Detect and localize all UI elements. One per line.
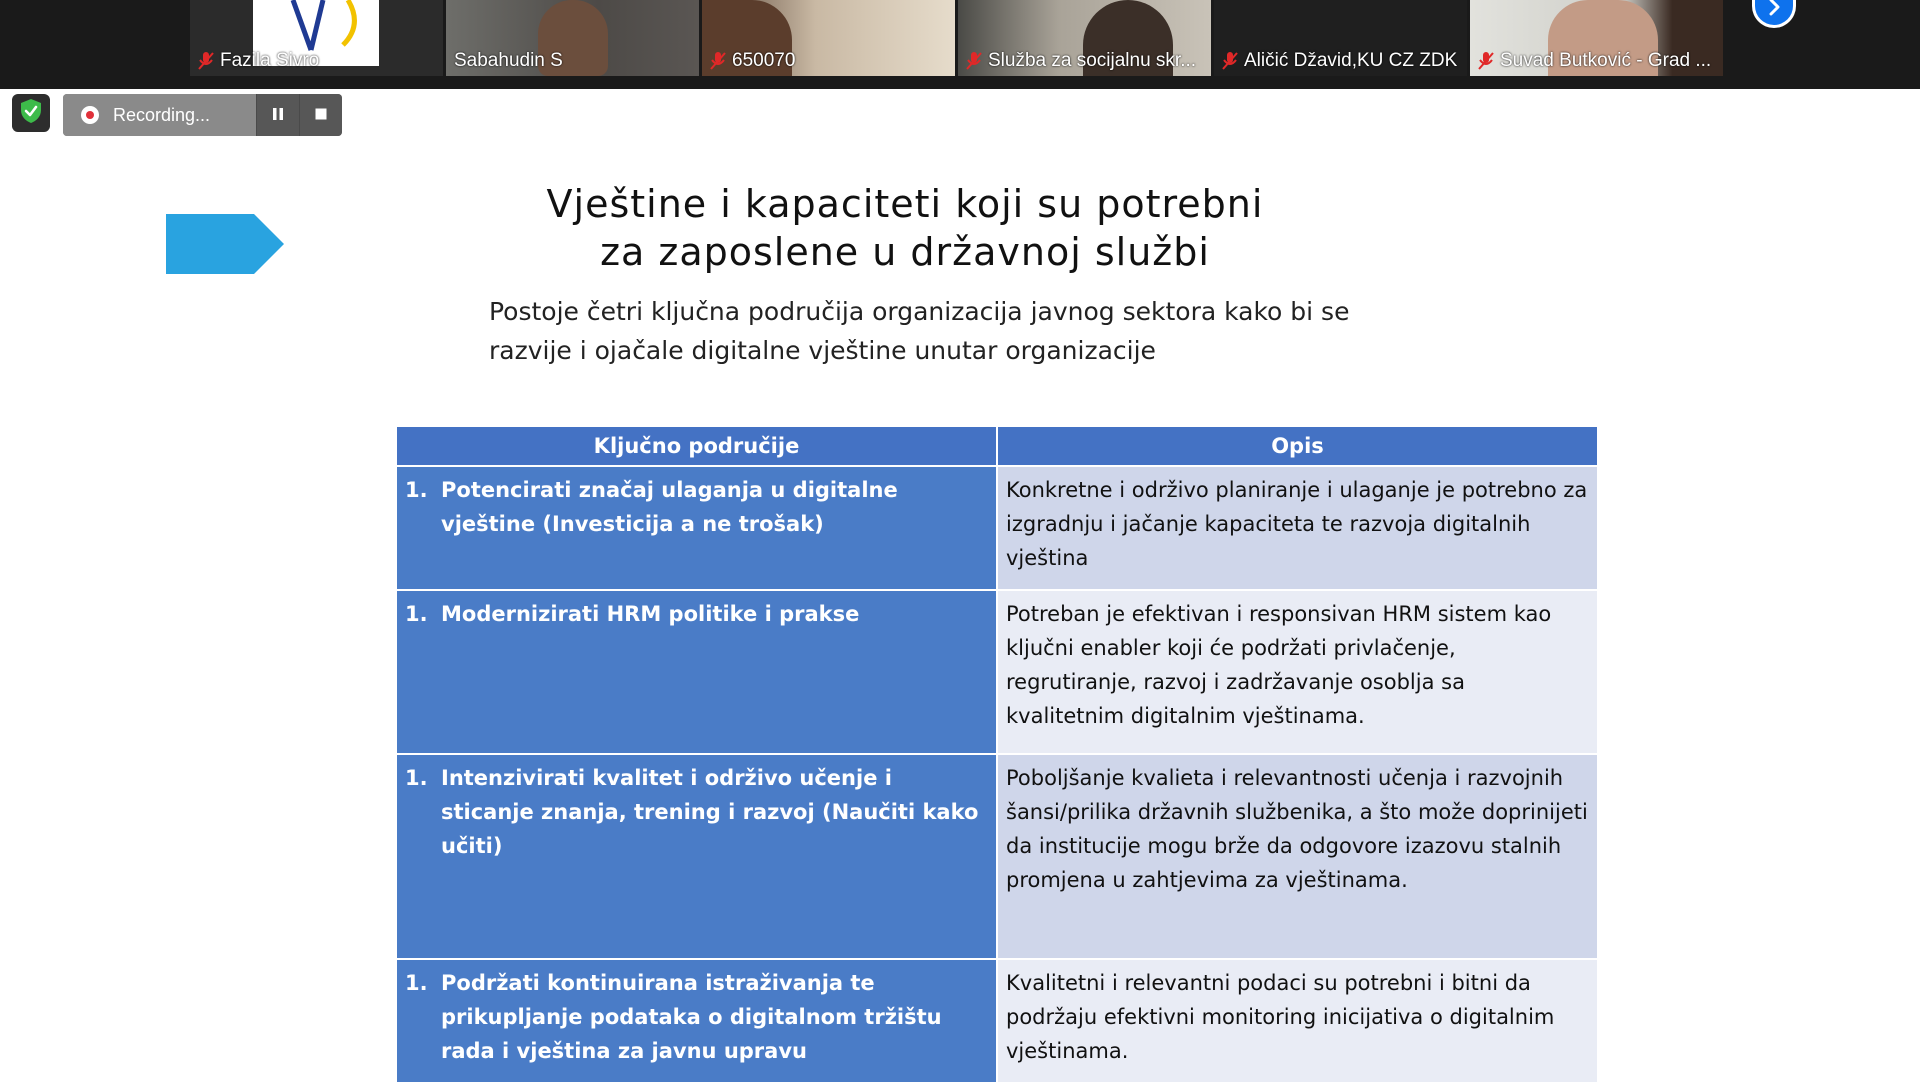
area-cell <box>396 590 997 754</box>
chevron-right-icon <box>1766 0 1782 20</box>
slide-title <box>420 180 1390 276</box>
table-header-row <box>396 426 1598 466</box>
recording-status <box>63 94 256 136</box>
area-number: 1. <box>405 766 428 790</box>
area-number: 1. <box>405 602 428 626</box>
column-header: Opis <box>997 426 1598 466</box>
security-button[interactable] <box>12 94 50 132</box>
area-cell <box>396 754 997 959</box>
participant-tile[interactable] <box>1214 0 1467 76</box>
area-text: Intenzivirati kvalitet i održivo učenje i sticanje znanja, trening i razvoj (Naučiti kako učiti) <box>441 766 979 858</box>
area-text: Potencirati značaj ulaganja u digitalne vještine (Investicija a ne trošak) <box>441 478 898 536</box>
table-row <box>396 590 1598 754</box>
participant-tile[interactable] <box>702 0 955 76</box>
area-number: 1. <box>405 478 428 502</box>
table-row <box>396 754 1598 959</box>
mic-off-icon <box>1478 51 1494 71</box>
area-text: Podržati kontinuirana istraživanja te prikupljanje podataka o digitalnom tržištu rada i vještina za javnu upravu <box>441 971 942 1063</box>
area-text: Modernizirati HRM politike i prakse <box>441 602 860 626</box>
mic-off-icon <box>1222 51 1238 71</box>
stop-recording-button[interactable] <box>299 94 342 136</box>
slide-subtitle-line: razvije i ojačale digitalne vještine unutar organizacije <box>489 336 1156 365</box>
description-cell: Poboljšanje kvalieta i relevantnosti učenja i razvojnih šansi/prilika državnih službenika, a što može doprinijeti da institucije mogu brže da odgovore izazovu stalnih promjena u zahtjevima za vještinama. <box>997 754 1598 959</box>
participant-name: Suvad Butković - Grad ... <box>1500 50 1712 71</box>
participant-tile[interactable] <box>446 0 699 76</box>
participant-name: Služba za socijalnu skr... <box>988 50 1197 71</box>
participant-tile[interactable] <box>190 0 443 76</box>
slide-title-line: za zaposlene u državnoj službi <box>600 230 1210 274</box>
mic-off-icon <box>198 51 214 71</box>
participant-strip <box>0 0 1920 89</box>
area-cell <box>396 959 997 1083</box>
participant-name: Sabahudin S <box>454 50 563 71</box>
participant-tile[interactable] <box>1470 0 1723 76</box>
next-participants-button[interactable] <box>1752 0 1796 28</box>
participant-name: Aličić Džavid,KU CZ ZDK <box>1244 50 1458 71</box>
arrow-shape <box>166 214 284 274</box>
area-number: 1. <box>405 971 428 995</box>
pause-recording-button[interactable] <box>256 94 299 136</box>
description-cell: Potreban je efektivan i responsivan HRM sistem kao ključni enabler koji će podržati privlačenje, regrutiranje, razvoj i zadržavanje osoblja sa kvalitetnim digitalnim vještinama. <box>997 590 1598 754</box>
stop-icon <box>314 106 328 125</box>
column-header: Ključno područije <box>396 426 997 466</box>
mic-off-icon <box>966 51 982 71</box>
participant-name: Fazila Sivro <box>220 50 320 71</box>
participant-tile[interactable] <box>958 0 1211 76</box>
key-areas-table <box>395 425 1599 1084</box>
description-cell: Konkretne i održivo planiranje i ulaganje je potrebno za izgradnju i jačanje kapaciteta te razvoja digitalnih vještina <box>997 466 1598 590</box>
slide-subtitle-line: Postoje četri ključna područija organizacija javnog sektora kako bi se <box>489 297 1350 326</box>
pause-icon <box>271 106 285 125</box>
slide-title-line: Vještine i kapaciteti koji su potrebni <box>546 182 1264 226</box>
table-row <box>396 959 1598 1083</box>
participant-name: 650070 <box>732 50 796 71</box>
recording-indicator <box>63 94 342 136</box>
mic-off-icon <box>710 51 726 71</box>
area-cell <box>396 466 997 590</box>
recording-label: Recording... <box>113 104 211 125</box>
shield-check-icon <box>19 98 43 128</box>
table-row <box>396 466 1598 590</box>
description-cell: Kvalitetni i relevantni podaci su potrebni i bitni da podržaju efektivni monitoring inicijativa o digitalnim vještinama. <box>997 959 1598 1083</box>
slide-subtitle <box>489 292 1449 370</box>
record-dot-icon <box>81 106 99 124</box>
